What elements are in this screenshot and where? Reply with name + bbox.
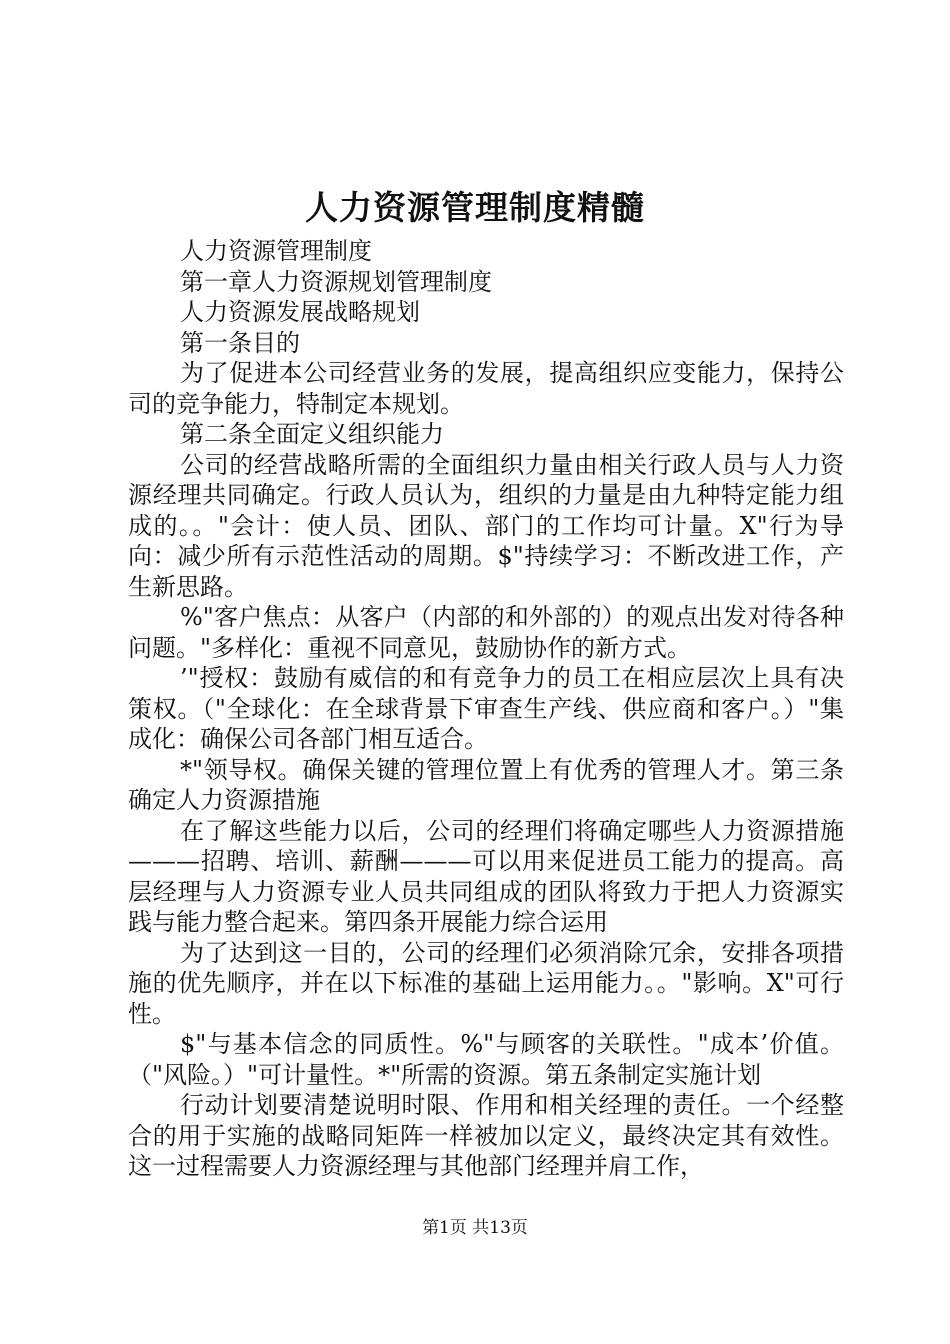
paragraph-1: 人力资源管理制度 (180, 237, 372, 265)
paragraph-12: 为了达到这一目的，公司的经理们必须消除冗余，安排各项措施的优先顺序，并在以下标准的基础上运用能力。。"影响。X"可行性。 (128, 938, 844, 1028)
page-number: 第1页 共13页 (422, 1218, 528, 1238)
paragraph-8: %"客户焦点：从客户（内部的和外部的）的观点出发对待各种问题。"多样化：重视不同意见，鼓励协作的新方式。 (128, 603, 844, 662)
paragraph-5: 为了促进本公司经营业务的发展，提高组织应变能力，保持公司的竞争能力，特制定本规划。 (128, 359, 844, 418)
paragraph-14: 行动计划要清楚说明时限、作用和相关经理的责任。一个经整合的用于实施的战略同矩阵一样被加以定义，最终决定其有效性。这一过程需要人力资源经理与其他部门经理并肩工作， (128, 1091, 844, 1180)
paragraph-7: 公司的经营战略所需的全面组织力量由相关行政人员与人力资源经理共同确定。行政人员认为，组织的力量是由九种特定能力组成的。。"会计：使人员、团队、部门的工作均可计量。X"行为导向：减少所有示范性活动的周期。$"持续学习：不断改进工作，产生新思路。 (128, 450, 844, 601)
paragraph-3: 人力资源发展战略规划 (180, 298, 420, 326)
paragraph-4: 第一条目的 (180, 328, 300, 357)
paragraph-6: 第二条全面定义组织能力 (180, 420, 444, 448)
paragraph-9: ’"授权：鼓励有威信的和有竞争力的员工在相应层次上具有决策权。（"全球化：在全球背景下审查生产线、供应商和客户。）"集成化：确保公司各部门相互适合。 (128, 664, 844, 753)
document-body (128, 236, 844, 1182)
paragraph-11: 在了解这些能力以后，公司的经理们将确定哪些人力资源措施———招聘、培训、薪酬———可以用来促进员工能力的提高。高层经理与人力资源专业人员共同组成的团队将致力于把人力资源实践与能力整合起来。第四条开展能力综合运用 (128, 816, 844, 936)
paragraph-13: $"与基本信念的同质性。%"与顾客的关联性。"成本’价值。（"风险。）"可计量性。*"所需的资源。第五条制定实施计划 (128, 1030, 844, 1089)
paragraph-10: *"领导权。确保关键的管理位置上有优秀的管理人才。第三条确定人力资源措施 (128, 755, 844, 814)
paragraph-2: 第一章人力资源规划管理制度 (180, 267, 492, 296)
document-title: 人力资源管理制度精髓 (305, 188, 645, 227)
